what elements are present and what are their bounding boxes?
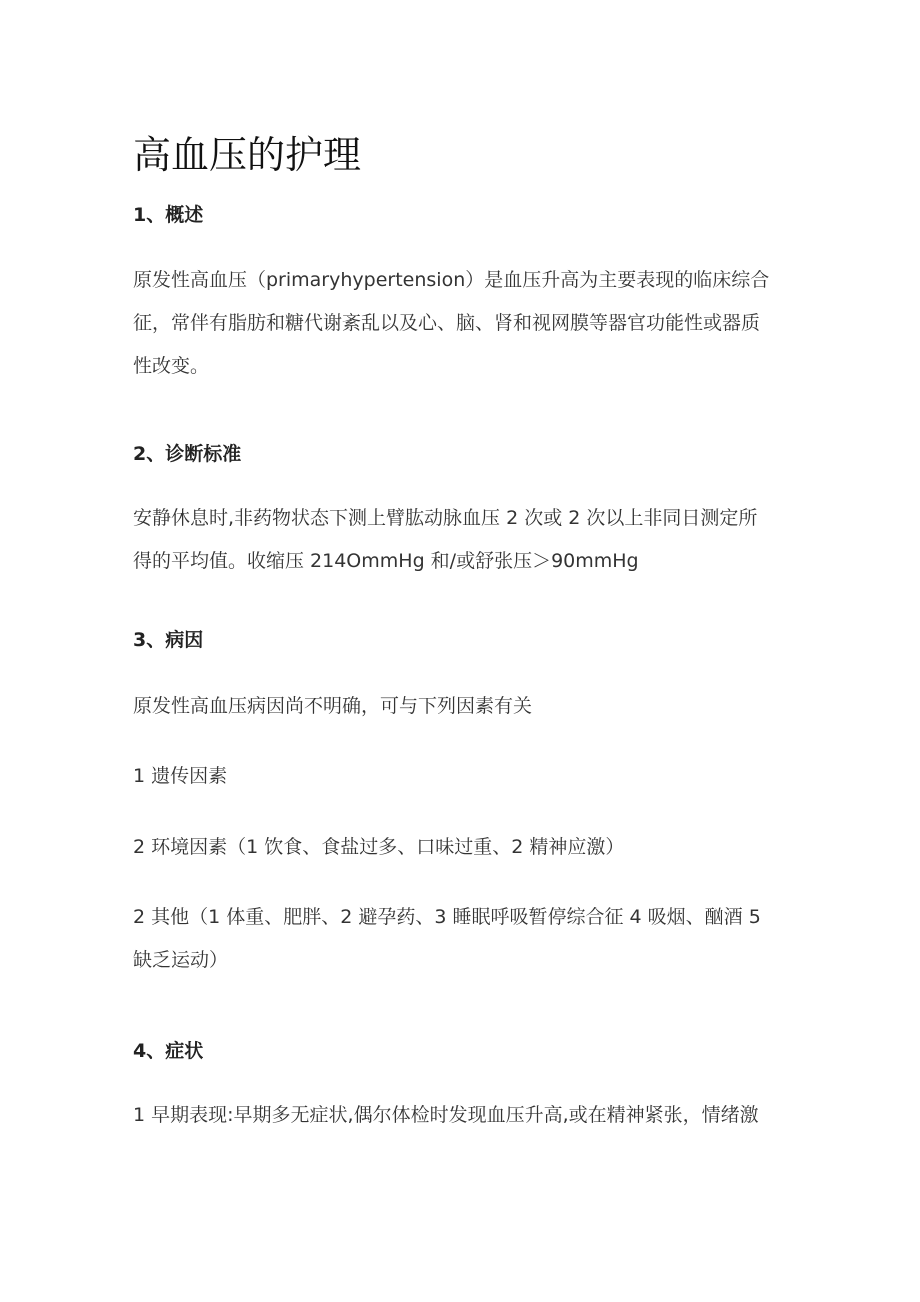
section-heading-diagnosis: 2、诊断标准 bbox=[133, 443, 242, 465]
list-item: 缺乏运动） bbox=[133, 949, 229, 971]
section-heading-causes: 3、病因 bbox=[133, 629, 204, 651]
paragraph-line: 性改变。 bbox=[133, 355, 210, 377]
section-heading-overview: 1、概述 bbox=[133, 204, 204, 226]
overview-paragraph bbox=[133, 259, 803, 388]
paragraph-line: 原发性高血压（primaryhypertension）是血压升高为主要表现的临床综合 bbox=[133, 269, 770, 291]
paragraph-line: 安静休息时,非药物状态下测上臂肱动脉血压 2 次或 2 次以上非同日测定所 bbox=[133, 507, 758, 529]
paragraph-line: 原发性高血压病因尚不明确，可与下列因素有关 bbox=[133, 695, 533, 717]
causes-intro bbox=[133, 685, 803, 728]
paragraph-line: 征，常伴有脂肪和糖代谢紊乱以及心、脑、肾和视网膜等器官功能性或器质 bbox=[133, 312, 761, 334]
list-item: 1 遗传因素 bbox=[133, 765, 228, 787]
cause-item-genetic bbox=[133, 755, 803, 798]
list-item: 2 环境因素（1 饮食、食盐过多、口味过重、2 精神应激） bbox=[133, 836, 625, 858]
diagnosis-paragraph bbox=[133, 497, 803, 583]
cause-item-other bbox=[133, 896, 803, 982]
cause-item-environment bbox=[133, 826, 803, 869]
paragraph-line: 得的平均值。收缩压 214OmmHg 和/或舒张压＞90mmHg bbox=[133, 550, 639, 572]
list-item: 2 其他（1 体重、肥胖、2 避孕药、3 睡眠呼吸暂停综合征 4 吸烟、酗酒 5 bbox=[133, 906, 761, 928]
document-title: 高血压的护理 bbox=[133, 133, 362, 177]
symptoms-paragraph bbox=[133, 1094, 803, 1137]
paragraph-line: 1 早期表现:早期多无症状,偶尔体检时发现血压升高,或在精神紧张，情绪激 bbox=[133, 1104, 759, 1126]
section-heading-symptoms: 4、症状 bbox=[133, 1040, 204, 1062]
